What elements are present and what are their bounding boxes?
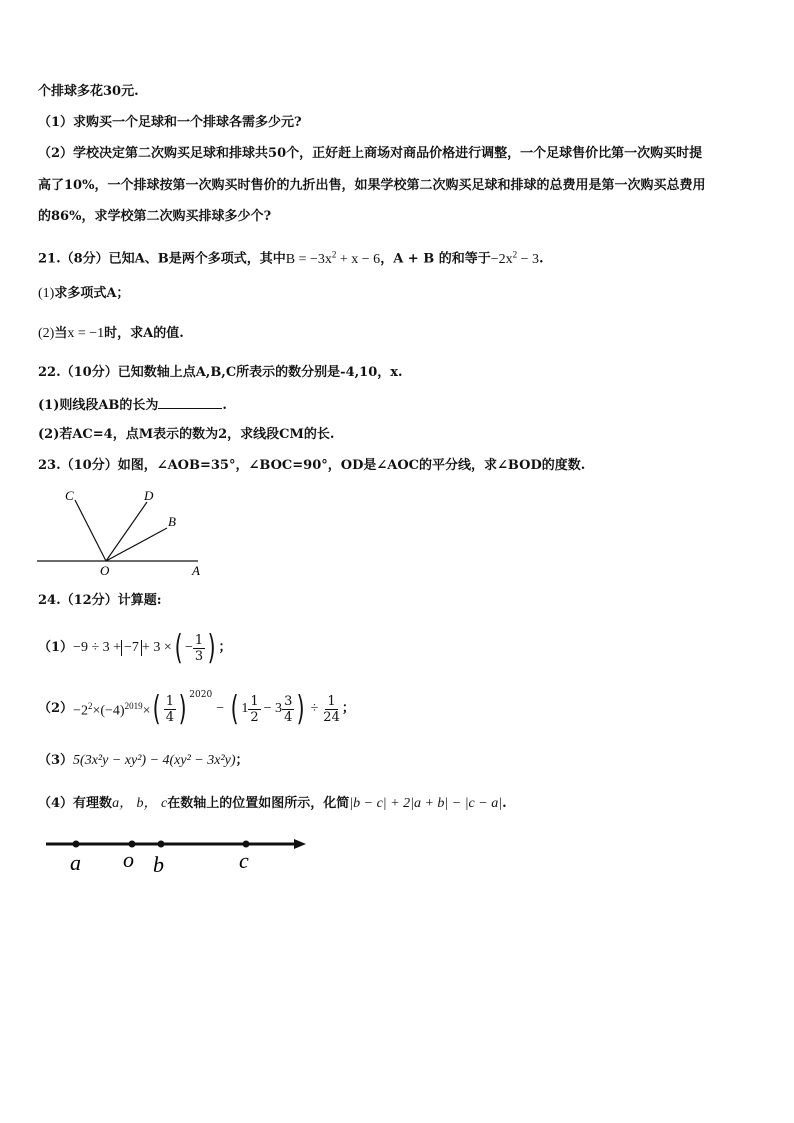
q21-head: 21.（8分）已知A、B是两个多项式，其中 [38,251,286,267]
q23-statement: 23.（10分）如图，∠AOB=35°，∠BOC=90°，OD是∠AOC的平分线，求∠BOD的度数. [38,458,586,473]
q24-part1: （1） −9 ÷ 3 + −7 + 3 × ( − $\frac{1}{3}$ ) ； [38,628,232,668]
angle-diagram [30,484,220,579]
q22-part1: (1)则线段AB的长为 . [38,395,227,415]
label-o: O [100,563,110,578]
label-axis-b: b [153,852,164,877]
q24-part3: （3）5(3x²y − xy²) − 4(xy² − 3x²y)； [38,753,249,768]
point-b [158,841,165,848]
label-a: A [192,563,200,578]
label-d: D [144,488,154,503]
fraction-one-24th: $\frac{1}{24}$ [323,693,340,725]
q20-part1: （1）求购买一个足球和一个排球各需多少元? [38,115,302,130]
q21-b-expr: $B = -3x^2 + x - 6$ [285,249,381,267]
q21-part2: (2)当x = −1时，求A的值. [38,326,184,341]
fraction-three-quarters: $\frac{3}{4}$ [284,693,293,725]
q22-part2: (2)若AC=4，点M表示的数为2，求线段CM的长. [38,427,335,442]
q21-sum-expr: $-2x^2 - 3$ [490,249,540,267]
fraction-one-third: $\frac{1}{3}$ [194,632,204,664]
answer-blank[interactable] [158,395,222,409]
ray-od [106,502,147,561]
q21-part1: (1)求多项式A； [38,286,130,301]
number-line-diagram [40,830,330,880]
label-axis-a: a [70,850,81,875]
label-axis-o: o [123,847,134,872]
q24-statement: 24.（12分）计算题: [38,593,162,608]
ray-ob [106,528,167,561]
q20-part2-line3: 的86%，求学校第二次购买排球多少个? [38,209,272,224]
q20-tail: 个排球多花30元. [38,84,139,99]
point-c [243,841,250,848]
label-c: C [65,488,74,503]
label-b: B [168,514,176,529]
ray-oc [75,500,106,561]
fraction-one-half: $\frac{1}{2}$ [250,693,259,725]
q22-statement: 22.（10分）已知数轴上点A,B,C所表示的数分别是-4,10，x. [38,365,403,380]
q24-part4: （4）有理数a， b， c在数轴上的位置如图所示，化简|b − c| + 2|a + b| − |c − a|. [38,796,507,811]
point-a [73,841,80,848]
q20-part2-line1: （2）学校决定第二次购买足球和排球共50个，正好赶上商场对商品价格进行调整，一个足球售价比第一次购买时提 [38,146,703,161]
abs-value: −7 [121,640,142,656]
q21-mid: ，A + B 的和等于 [380,251,491,267]
q24-part2: （2） $-2^2\times(-4)^{2019}\times$ ( $\frac{1}{4}$ ) $^{2020}$ − ( 1 $\frac{1}{2}$ − 3 $\frac{3}{4}$ ) ÷ $\frac{1}{24}$ ； [38,689,355,729]
axis-arrow-icon [294,839,306,849]
label-axis-c: c [239,848,249,873]
q20-part2-line2: 高了10%，一个排球按第一次购买时售价的九折出售，如果学校第二次购买足球和排球的总费用是第一次购买总费用 [38,178,706,193]
q21-statement: 21.（8分）已知A、B是两个多项式，其中$B = -3x^2 + x - 6$，A + B 的和等于$-2x^2 - 3$. [38,249,544,267]
fraction-one-quarter: $\frac{1}{4}$ [165,693,175,725]
